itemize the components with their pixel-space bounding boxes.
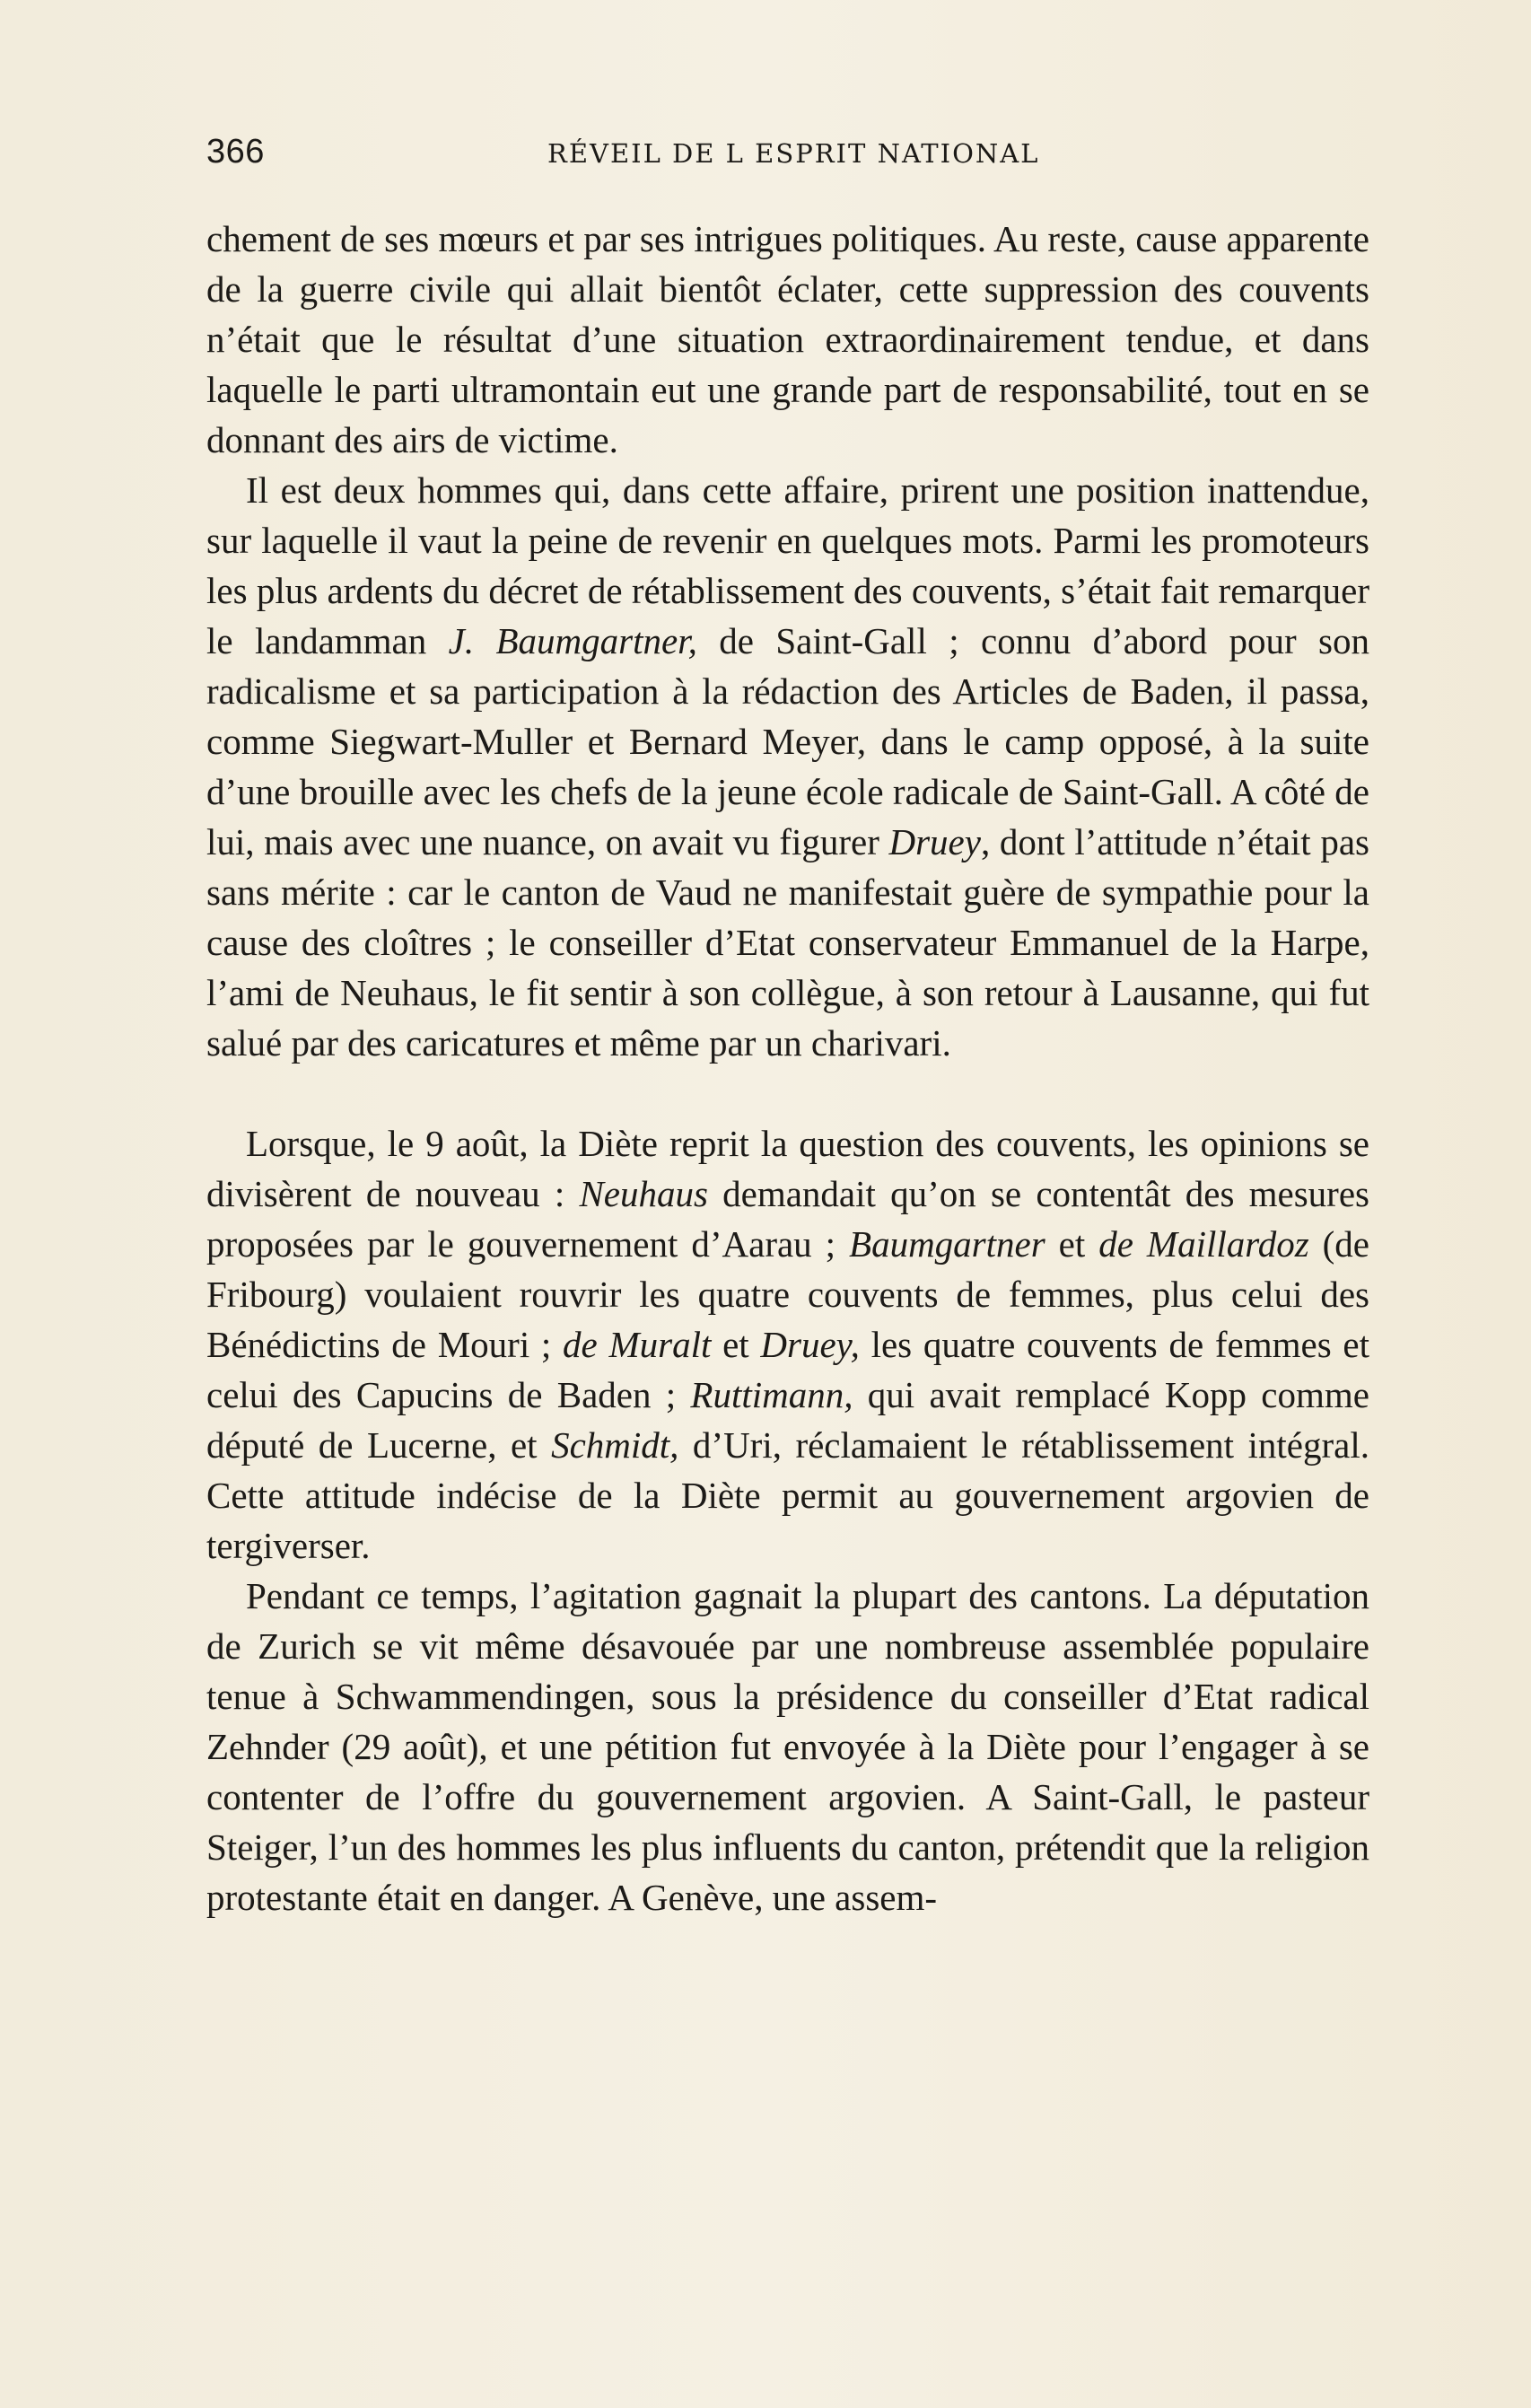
name-baumgartner-2: Baumgartner — [849, 1223, 1045, 1265]
paragraph-2 — [206, 465, 1369, 1068]
page-number: 366 — [206, 133, 265, 171]
paragraph-1 — [206, 214, 1369, 465]
paragraph-1-text: chement de ses mœurs et par ses intrigues politiques. Au reste, cause apparente de la guerre civile qui allait bientôt éclater, cette suppression des couvents n’était que le résultat d’une situation extraordinairement tendue, et dans laquelle le parti ultramontain eut une grande part de responsabilité, tout en se donnant des airs de victime. — [206, 218, 1369, 460]
name-neuhaus: Neuhaus — [579, 1173, 708, 1214]
paragraph-3-text-2: demandait qu’on se contentât des mesures proposées par le gouvernement d’Aarau ; — [206, 1173, 1369, 1265]
paragraph-3-text-1: Lorsque, le 9 août, la Diète reprit la question des couvents, les opinions se divisèrent de nouveau : — [206, 1123, 1369, 1214]
paragraph-2-text-2: de Saint-Gall ; connu d’abord pour son radicalisme et sa participation à la rédaction des Articles de Baden, il passa, comme Siegwart-Muller et Bernard Meyer, dans le camp opposé, à la suite d’une brouille avec les chefs de la jeune école radicale de Saint-Gall. A côté de lui, mais avec une nuance, on avait vu figurer — [206, 620, 1369, 863]
running-head — [206, 126, 1369, 180]
paragraph-4-text: Pendant ce temps, l’agitation gagnait la plupart des cantons. La députation de Zurich se vit même désavouée par une nombreuse assemblée populaire tenue à Schwammendingen, sous la présidence du conseiller d’Etat radical Zehnder (29 août), et une pétition fut envoyée à la Diète pour l’engager à se contenter de l’offre du gouvernement argovien. A Saint-Gall, le pasteur Steiger, l’un des hommes les plus influents du canton, prétendit que la religion protestante était en danger. A Genève, une assem- — [206, 1575, 1369, 1918]
name-de-muralt: de Muralt — [563, 1324, 712, 1365]
paragraph-3-text-7: qui avait remplacé Kopp comme député de Lucerne, et — [206, 1374, 1369, 1466]
name-baumgartner: J. Baumgartner, — [448, 620, 697, 661]
name-ruttimann: Ruttimann, — [690, 1374, 853, 1415]
paragraph-2-text-3: , dont l’attitude n’était pas sans mérite : car le canton de Vaud ne manifestait guère de sympathie pour la cause des cloîtres ; le conseiller d’Etat conservateur Emmanuel de la Harpe, l’ami de Neuhaus, le fit sentir à son collègue, à son retour à Lausanne, qui fut salué par des caricatures et même par un charivari. — [206, 821, 1369, 1064]
paragraph-3-text-3: et — [1045, 1223, 1099, 1265]
body-text — [206, 214, 1369, 1922]
paragraph-3-text-8: d’Uri, réclamaient le rétablissement intégral. Cette attitude indécise de la Diète permit au gouvernement argovien de tergiverser. — [206, 1424, 1369, 1566]
name-druey-2: Druey, — [760, 1324, 860, 1365]
paragraph-3-text-4: (de Fribourg) voulaient rouvrir les quatre couvents de femmes, plus celui des Bénédictins de Mouri ; — [206, 1223, 1369, 1365]
paragraph-3-text-6: les quatre couvents de femmes et celui des Capucins de Baden ; — [206, 1324, 1369, 1415]
name-druey: Druey — [888, 821, 981, 863]
paragraph-4 — [206, 1571, 1369, 1922]
running-title: RÉVEIL DE L ESPRIT NATIONAL — [547, 138, 1040, 169]
book-page — [206, 126, 1369, 1922]
paragraph-3 — [206, 1118, 1369, 1571]
name-de-maillardoz: de Maillardoz — [1098, 1223, 1309, 1265]
paragraph-3-text-5: et — [711, 1324, 761, 1365]
paragraph-2-text-1: Il est deux hommes qui, dans cette affaire, prirent une position inattendue, sur laquelle il vaut la peine de revenir en quelques mots. Parmi les promoteurs les plus ardents du décret de rétablissement des couvents, s’était fait remarquer le landamman — [206, 469, 1369, 661]
name-schmidt: Schmidt, — [551, 1424, 679, 1466]
